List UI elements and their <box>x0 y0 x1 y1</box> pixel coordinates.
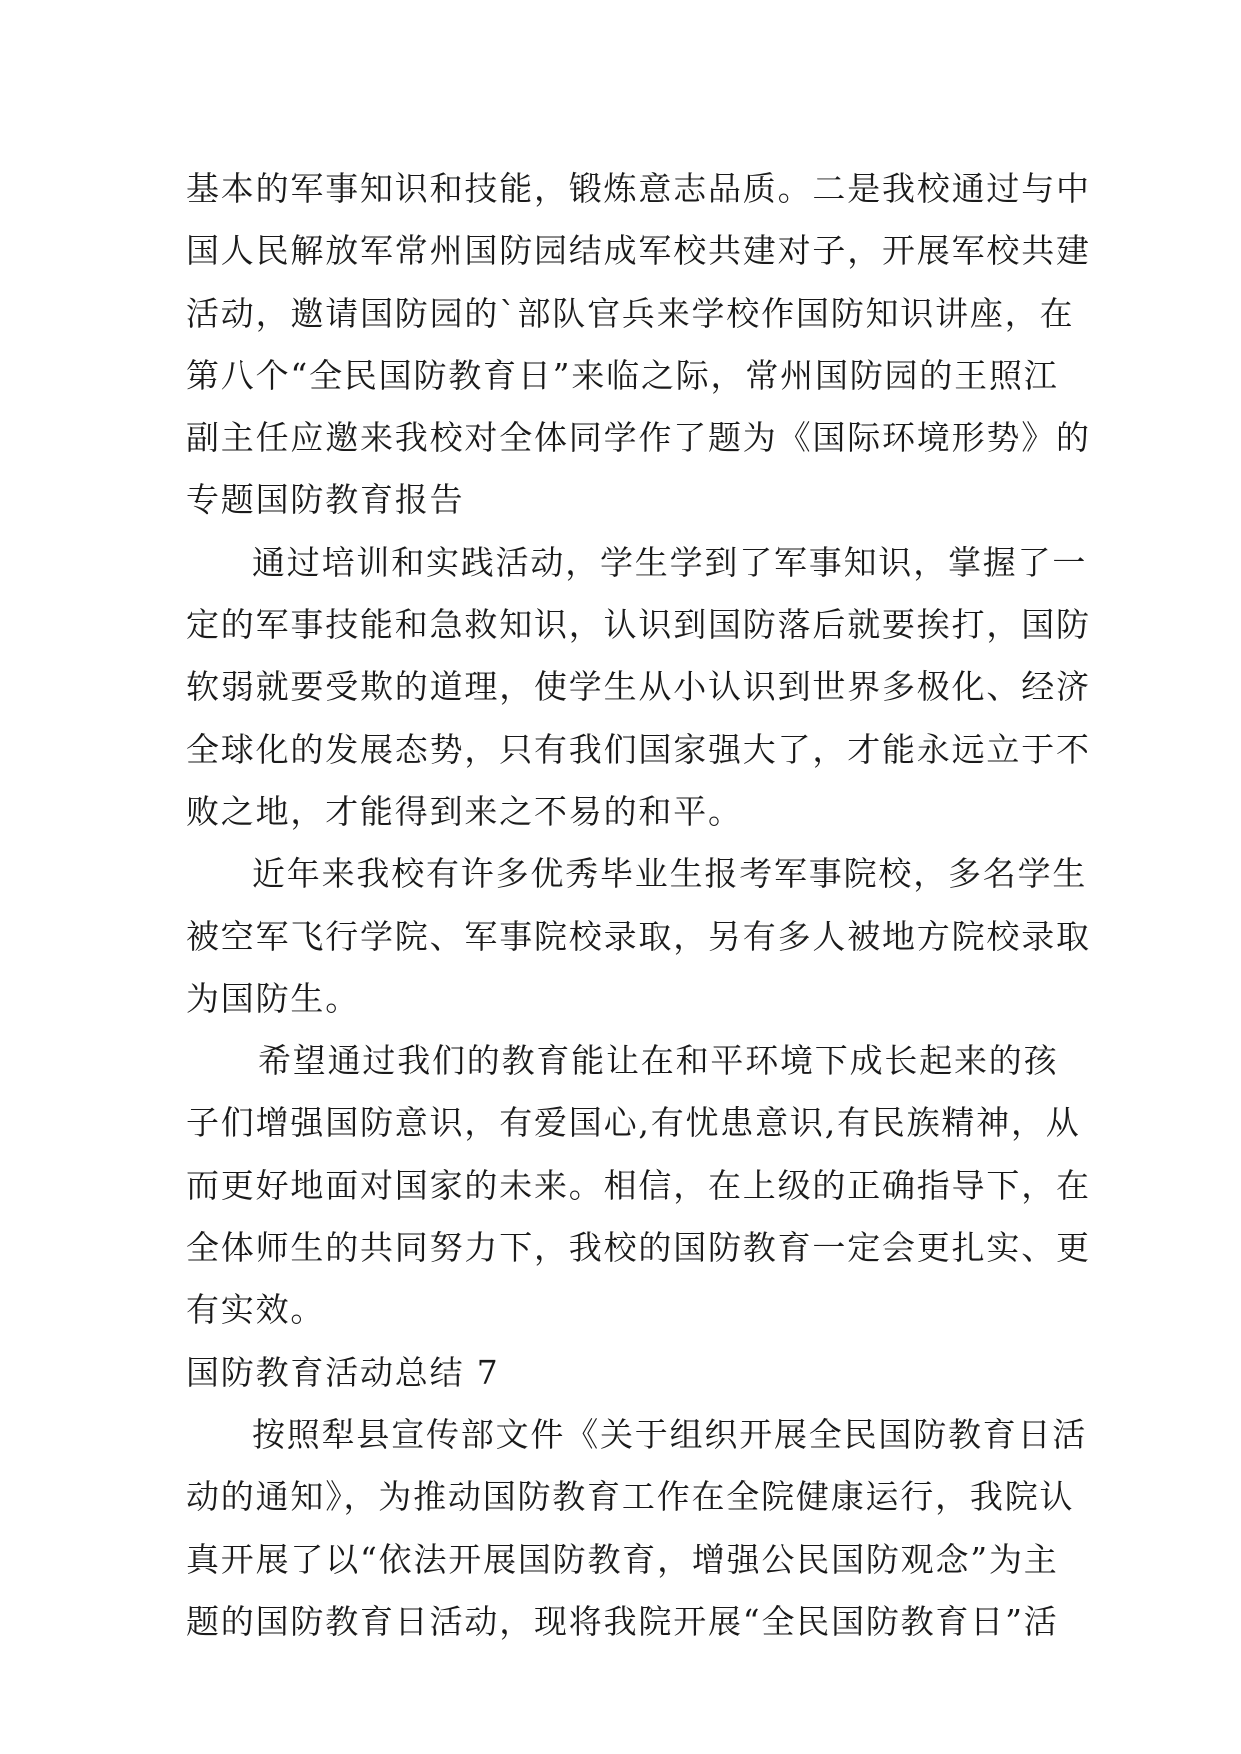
text-line: 副主任应邀来我校对全体同学作了题为《国际环境形势》的 <box>186 418 1091 458</box>
text-line: 为国防生。 <box>186 978 360 1018</box>
text-line: 全球化的发展态势，只有我们国家强大了，才能永远立于不 <box>186 729 1091 769</box>
paragraph-first-line: 通过培训和实践活动，学生学到了军事知识，掌握了一 <box>252 542 1088 582</box>
text-line: 专题国防教育报告 <box>186 480 465 520</box>
text-line: 定的军事技能和急救知识，认识到国防落后就要挨打，国防 <box>186 605 1091 645</box>
text-line: 被空军飞行学院、军事院校录取，另有多人被地方院校录取 <box>186 916 1091 956</box>
text-line: 有实效。 <box>186 1290 326 1330</box>
document-body <box>186 158 1091 1653</box>
text-line: 第八个“全民国防教育日”来临之际，常州国防园的王照江 <box>186 355 1059 395</box>
paragraph-first-line: 希望通过我们的教育能让在和平环境下成长起来的孩 <box>258 1041 1059 1081</box>
paragraph-first-line: 按照犁县宣传部文件《关于组织开展全民国防教育日活 <box>252 1414 1088 1454</box>
text-line: 子们增强国防意识，有爱国心,有忧患意识,有民族精神，从 <box>186 1103 1081 1143</box>
text-line: 而更好地面对国家的未来。相信，在上级的正确指导下，在 <box>186 1165 1091 1205</box>
text-line: 活动，邀请国防园的`部队官兵来学校作国防知识讲座，在 <box>186 293 1075 333</box>
text-line: 败之地，才能得到来之不易的和平。 <box>186 791 743 831</box>
text-line: 真开展了以“依法开展国防教育，增强公民国防观念”为主 <box>186 1539 1059 1579</box>
text-line: 全体师生的共同努力下，我校的国防教育一定会更扎实、更 <box>186 1228 1091 1268</box>
text-line: 软弱就要受欺的道理，使学生从小认识到世界多极化、经济 <box>186 667 1091 707</box>
paragraph-first-line: 近年来我校有许多优秀毕业生报考军事院校，多名学生 <box>252 854 1088 894</box>
text-line: 题的国防教育日活动，现将我院开展“全民国防教育日”活 <box>186 1601 1059 1641</box>
text-line: 国人民解放军常州国防园结成军校共建对子，开展军校共建 <box>186 231 1091 271</box>
text-line: 动的通知》，为推动国防教育工作在全院健康运行，我院认 <box>186 1477 1075 1517</box>
section-heading: 国防教育活动总结 7 <box>186 1352 500 1392</box>
text-line: 基本的军事知识和技能，锻炼意志品质。二是我校通过与中 <box>186 169 1091 208</box>
